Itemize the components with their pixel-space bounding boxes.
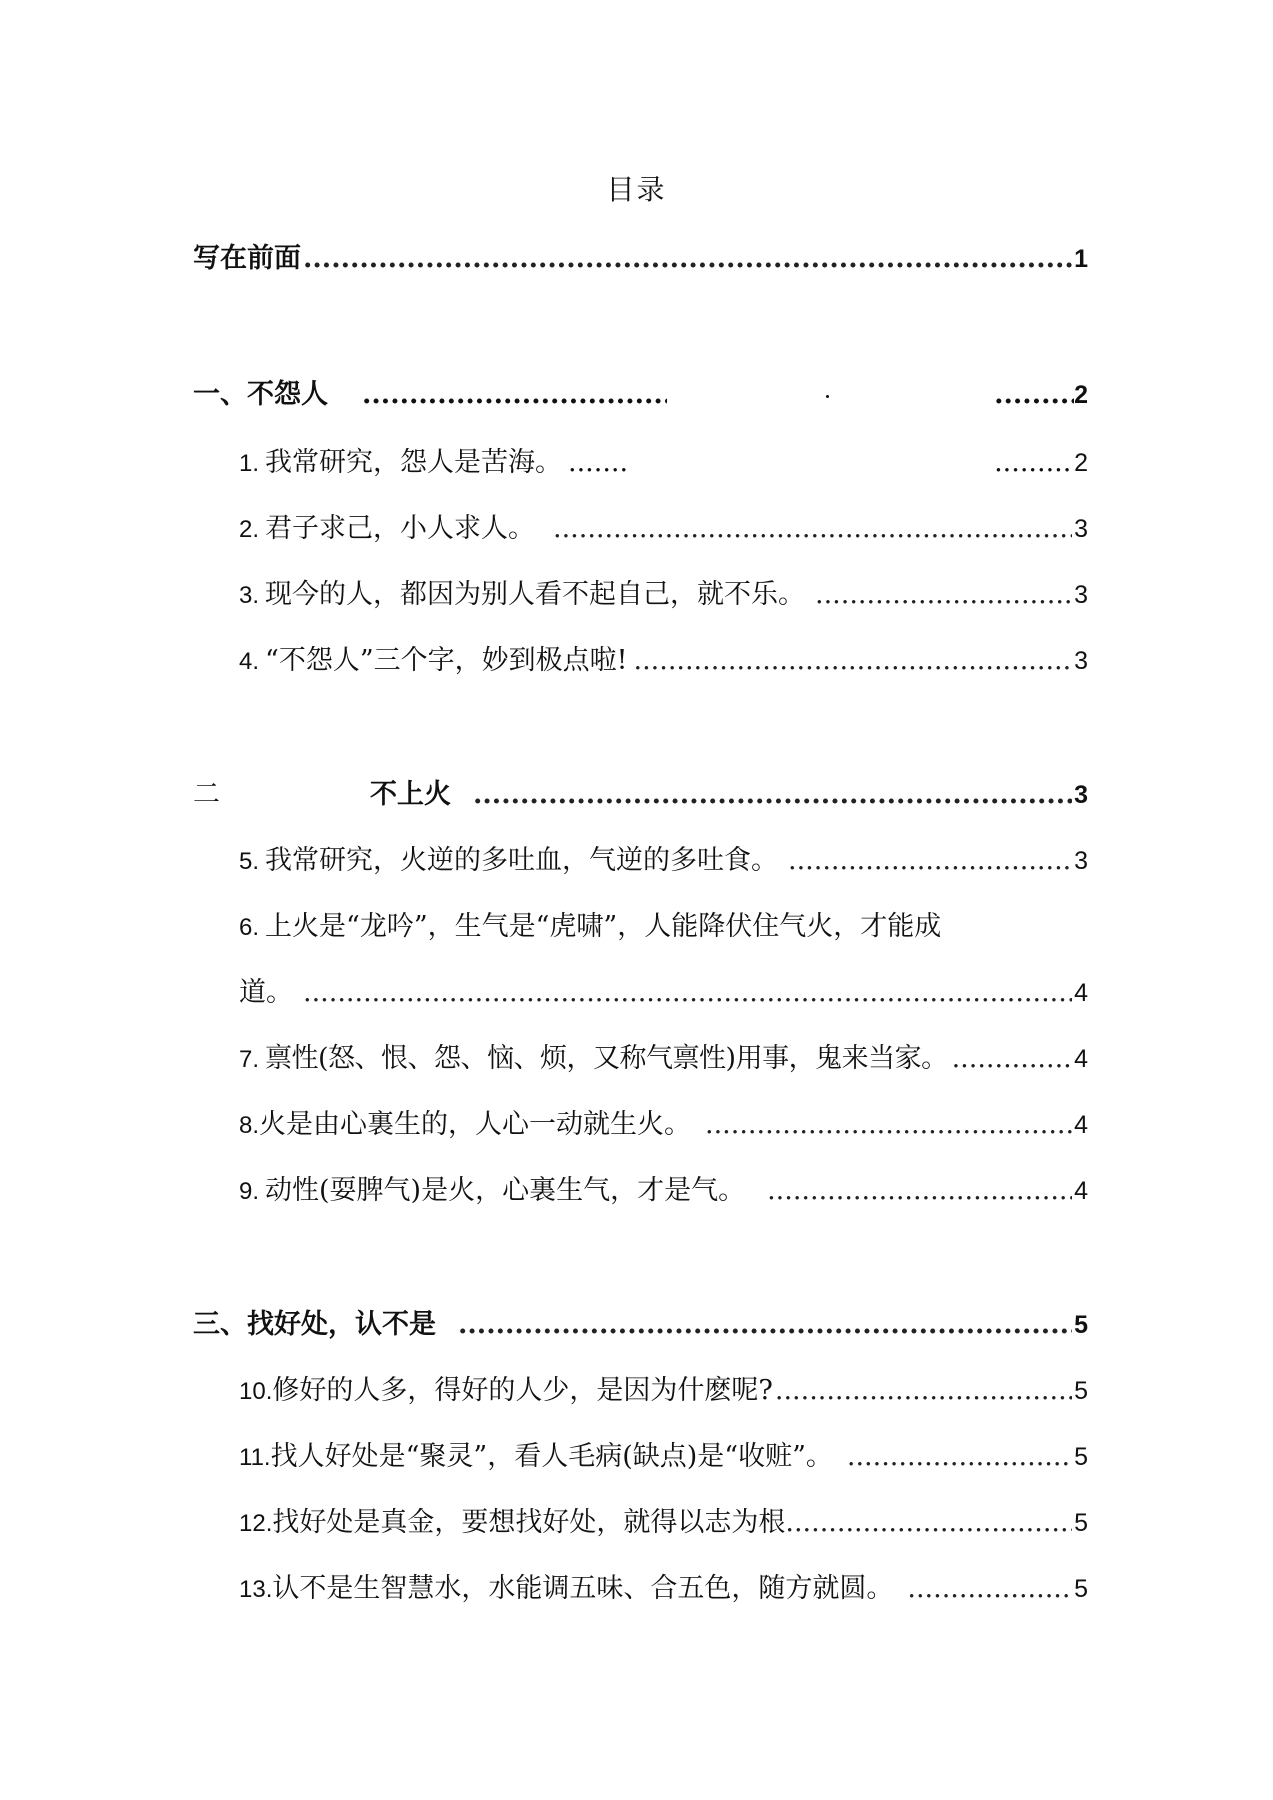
- leader-dots: [553, 513, 1072, 544]
- toc-entry-text: 认不是生智慧水，水能调五味、合五色，随方就圆。: [272, 1573, 894, 1604]
- toc-entry[interactable]: [239, 1434, 1088, 1473]
- toc-entry-number: 11.: [239, 1444, 271, 1471]
- toc-entry-number: 10.: [239, 1378, 273, 1405]
- toc-page-number: 5: [1074, 1377, 1088, 1405]
- toc-entry-text: 三、找好处，认不是: [193, 1309, 436, 1340]
- leader-dots: [994, 379, 1074, 410]
- leader-dots: [473, 779, 1072, 810]
- toc-entry-number: 2.: [239, 516, 260, 543]
- scan-speck: [826, 395, 829, 398]
- toc-entry-number: 12.: [239, 1510, 273, 1537]
- toc-page-number: 5: [1074, 1311, 1088, 1339]
- toc-section-heading[interactable]: [193, 1302, 1088, 1341]
- toc-entry-text: 我常研究，火逆的多吐血，气逆的多吐食。: [265, 845, 779, 876]
- toc-entry[interactable]: [239, 1102, 1088, 1141]
- leader-dots: [705, 1109, 1072, 1140]
- leader-dots: [952, 1043, 1073, 1074]
- toc-entry-text: 动性(耍脾气)是火，心裏生气，才是气。: [265, 1175, 746, 1206]
- toc-entry-text: 君子求己，小人求人。: [265, 513, 536, 544]
- leader-dots: [847, 1441, 1072, 1472]
- leader-dots: [907, 1573, 1072, 1604]
- toc-page-number: 2: [1074, 381, 1088, 409]
- toc-entry[interactable]: [239, 638, 1088, 677]
- toc-entry[interactable]: [239, 1368, 1088, 1407]
- leader-dots: [788, 845, 1072, 876]
- leader-dots: [767, 1175, 1072, 1206]
- toc-page-number: 5: [1074, 1509, 1088, 1537]
- toc-entry-number: 4.: [239, 648, 260, 675]
- toc-entry-number: 7.: [239, 1046, 260, 1073]
- toc-entry-number: 5.: [239, 848, 260, 875]
- leader-dots: [633, 645, 1072, 676]
- toc-entry-text: 火是由心裏生的，人心一动就生火。: [259, 1109, 692, 1140]
- toc-entry-text: 现今的人，都因为别人看不起自己，就不乐。: [265, 579, 806, 610]
- leader-dots: [994, 447, 1074, 478]
- toc-entry-text: 禀性(怒、恨、怨、恼、烦，又称气禀性)用事，鬼来当家。: [265, 1043, 948, 1074]
- toc-entry-text: 道。: [239, 977, 293, 1008]
- toc-entry-continuation[interactable]: [239, 970, 1088, 1009]
- toc-entry-text: “不怨人”三个字，妙到极点啦!: [265, 645, 628, 676]
- leader-dots: [775, 1375, 1072, 1406]
- toc-section-heading[interactable]: [193, 372, 1088, 411]
- toc-entry-number: 8.: [239, 1112, 260, 1139]
- leader-dots: [458, 1309, 1072, 1340]
- toc-entry[interactable]: [239, 1168, 1088, 1207]
- toc-entry-text: 找人好处是“聚灵”，看人毛病(缺点)是“收赃”。: [270, 1441, 833, 1472]
- toc-page-number: 5: [1074, 1443, 1088, 1471]
- toc-entry-preface[interactable]: [193, 236, 1088, 275]
- toc-page-number: 3: [1074, 781, 1088, 809]
- toc-page-number: 2: [1074, 449, 1088, 477]
- toc-page-number: 4: [1074, 1111, 1088, 1139]
- leader-dots: [815, 579, 1072, 610]
- toc-entry[interactable]: [239, 506, 1088, 545]
- leader-dots: [362, 379, 667, 410]
- toc-page-number: 3: [1074, 647, 1088, 675]
- leader-dots: [303, 977, 1072, 1008]
- toc-page-number: 3: [1074, 515, 1088, 543]
- toc-page-number: 4: [1074, 979, 1088, 1007]
- toc-entry-text: 修好的人多，得好的人少，是因为什麽呢?: [272, 1375, 773, 1406]
- toc-page-number: 5: [1074, 1575, 1088, 1603]
- leader-dots: [303, 243, 1072, 274]
- toc-entry[interactable]: [239, 440, 1088, 479]
- toc-entry[interactable]: [239, 838, 1088, 877]
- toc-entry-number: 3.: [239, 582, 260, 609]
- toc-entry-text: 一、不怨人: [193, 379, 328, 410]
- toc-entry[interactable]: [239, 904, 1088, 943]
- toc-entry[interactable]: [239, 1036, 1088, 1075]
- toc-page-number: 4: [1074, 1177, 1088, 1205]
- toc-entry-number: 6.: [239, 914, 260, 941]
- toc-entry-number: 9.: [239, 1178, 260, 1205]
- toc-section-heading[interactable]: [193, 772, 1088, 811]
- toc-entry-number: 1.: [239, 450, 260, 477]
- leader-dots: [568, 447, 630, 478]
- toc-entry-text: 写在前面: [193, 243, 301, 274]
- page-title: 目录: [606, 173, 667, 206]
- toc-page-number: 4: [1074, 1045, 1088, 1073]
- toc-entry-number: 13.: [239, 1576, 273, 1603]
- toc-entry-text: 不上火: [370, 779, 451, 810]
- toc-page-number: 3: [1074, 847, 1088, 875]
- toc-entry[interactable]: [239, 572, 1088, 611]
- leader-dots: [785, 1507, 1072, 1538]
- toc-entry-text: 我常研究，怨人是苦海。: [265, 447, 563, 478]
- toc-entry-text: 找好处是真金，要想找好处，就得以志为根: [272, 1507, 786, 1538]
- toc-entry[interactable]: [239, 1500, 1088, 1539]
- toc-page-number: 1: [1074, 245, 1088, 273]
- toc-entry-text: 上火是“龙吟”，生气是“虎啸”，人能降伏住气火，才能成: [265, 911, 942, 942]
- toc-entry-text: 二: [193, 779, 220, 810]
- toc-page-number: 3: [1074, 581, 1088, 609]
- toc-entry[interactable]: [239, 1566, 1088, 1605]
